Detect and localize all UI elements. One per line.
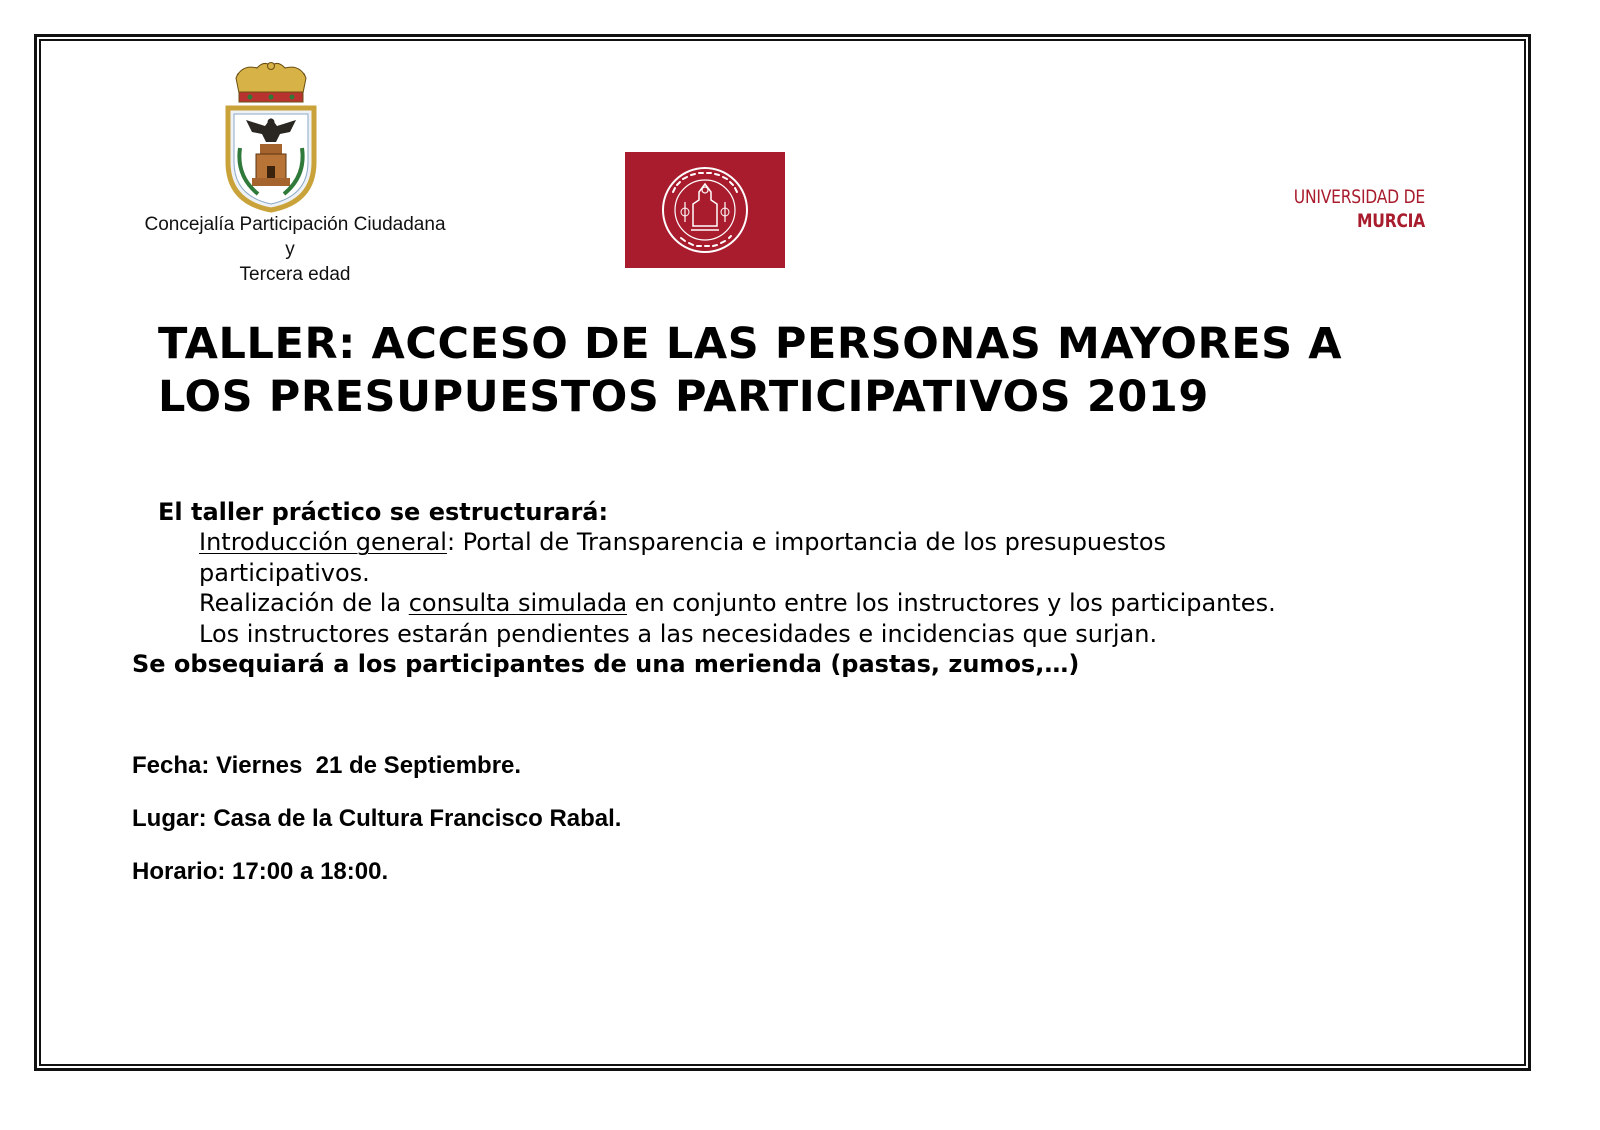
concejalia-line-1: Concejalía Participación Ciudadana: [144, 214, 446, 235]
universidad-de-murcia-logo: [1265, 185, 1425, 233]
page-title: [158, 318, 1458, 424]
item-text: en conjunto entre los instructores y los participantes.: [627, 589, 1276, 617]
title-line-1: TALLER: ACCESO DE LAS PERSONAS MAYORES A: [158, 319, 1343, 369]
horario-line: Horario: 17:00 a 18:00.: [132, 858, 389, 885]
underlined-text: Introducción general: [199, 528, 447, 556]
item-text: Realización de la: [199, 589, 409, 617]
underlined-text: consulta simulada: [408, 589, 628, 617]
concejalia-caption: [130, 212, 460, 287]
list-item-continuation: participativos.: [199, 558, 370, 587]
coat-of-arms-icon: [222, 62, 320, 214]
fecha-line: Fecha: Viernes 21 de Septiembre.: [132, 752, 522, 779]
uni-logo-line-2: MURCIA: [1357, 210, 1425, 232]
concejalia-line-3: Tercera edad: [239, 264, 351, 285]
merienda-note: Se obsequiará a los participantes de una merienda (pastas, zumos,…): [132, 650, 1080, 678]
item-text: : Portal de Transparencia e importancia de los presupuestos: [446, 528, 1167, 556]
title-line-2: LOS PRESUPUESTOS PARTICIPATIVOS 2019: [158, 372, 1209, 422]
university-seal-icon: [625, 152, 785, 268]
list-item: [199, 527, 1419, 558]
event-details: [132, 752, 621, 911]
structure-heading: El taller práctico se estructurará:: [158, 498, 609, 526]
structure-list: [199, 527, 1419, 649]
uni-logo-line-1: UNIVERSIDAD DE: [1293, 186, 1425, 208]
lugar-line: Lugar: Casa de la Cultura Francisco Rabal.: [132, 805, 622, 832]
list-item: [199, 588, 1419, 619]
concejalia-line-2: y: [285, 239, 295, 260]
list-item: Los instructores estarán pendientes a las necesidades e incidencias que surjan.: [199, 619, 1158, 648]
